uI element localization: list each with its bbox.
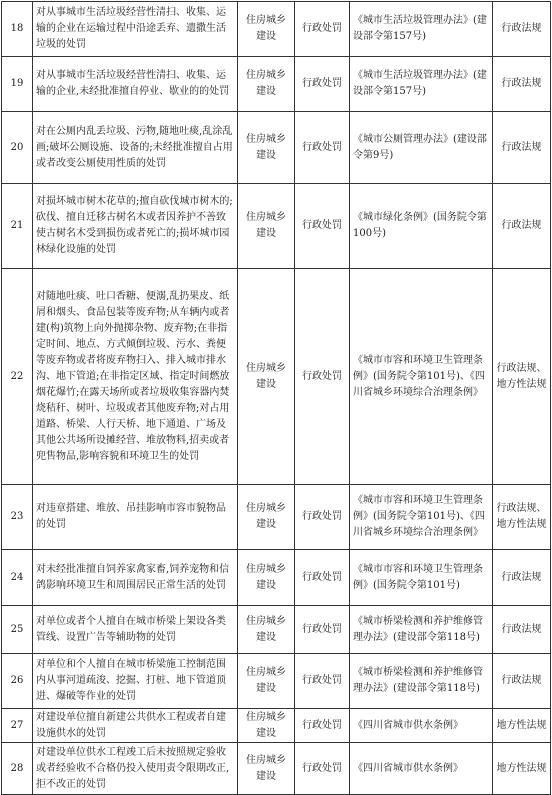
legal-basis: 《城市市容和环境卫生管理条例》(国务院令第101号) bbox=[350, 550, 493, 606]
law-category: 行政法规 bbox=[493, 550, 551, 606]
row-number: 20 bbox=[2, 112, 33, 184]
power-type: 行政处罚 bbox=[295, 269, 350, 485]
law-category: 行政法规、地方性法规 bbox=[493, 485, 551, 550]
department: 住房城乡建设 bbox=[238, 112, 295, 184]
table-row bbox=[2, 184, 551, 269]
legal-basis: 《四川省城市供水条例》 bbox=[350, 743, 493, 795]
legal-basis: 《城市桥梁检测和养护维修管理办法》(建设部令第118号) bbox=[350, 606, 493, 654]
table-row bbox=[2, 269, 551, 485]
law-category: 行政法规 bbox=[493, 112, 551, 184]
penalty-description: 对单位或者个人擅自在城市桥梁上架设各类管线、设置广告等辅助物的处罚 bbox=[33, 606, 238, 654]
penalty-description: 对未经批准擅自饲养家禽家畜,饲养宠物和信鸽影响环境卫生和周围居民正常生活的处罚 bbox=[33, 550, 238, 606]
law-category: 行政法规 bbox=[493, 654, 551, 709]
penalty-description: 对在公厕内乱丢垃圾、污物,随地吐痰,乱涂乱画;破坏公厕设施、设备的;未经批准擅自占用或者改变公厕使用性质的处罚 bbox=[33, 112, 238, 184]
row-number: 28 bbox=[2, 743, 33, 795]
penalty-description: 对建设单位供水工程竣工后未按照规定验收或者经验收不合格仍投入使用责令限期改正,拒不改正的处罚 bbox=[33, 743, 238, 795]
legal-basis: 《城市生活垃圾管理办法》(建设部令第157号) bbox=[350, 57, 493, 112]
law-category: 地方性法规 bbox=[493, 709, 551, 743]
legal-basis: 《城市桥梁检测和养护维修管理办法》(建设部令第118号) bbox=[350, 654, 493, 709]
row-number: 25 bbox=[2, 606, 33, 654]
table-row bbox=[2, 550, 551, 606]
legal-basis: 《城市市容和环境卫生管理条例》(国务院令第101号)、《四川省城乡环境综合治理条例》 bbox=[350, 485, 493, 550]
department: 住房城乡建设 bbox=[238, 709, 295, 743]
department: 住房城乡建设 bbox=[238, 743, 295, 795]
department: 住房城乡建设 bbox=[238, 57, 295, 112]
law-category: 地方性法规 bbox=[493, 743, 551, 795]
row-number: 26 bbox=[2, 654, 33, 709]
power-type: 行政处罚 bbox=[295, 112, 350, 184]
power-type: 行政处罚 bbox=[295, 709, 350, 743]
law-category: 行政法规 bbox=[493, 2, 551, 57]
table-row bbox=[2, 57, 551, 112]
law-category: 行政法规 bbox=[493, 606, 551, 654]
power-type: 行政处罚 bbox=[295, 2, 350, 57]
department: 住房城乡建设 bbox=[238, 606, 295, 654]
law-category: 行政法规、地方性法规 bbox=[493, 269, 551, 485]
penalty-table bbox=[1, 1, 551, 795]
power-type: 行政处罚 bbox=[295, 654, 350, 709]
table-row bbox=[2, 654, 551, 709]
penalty-description: 对单位和个人擅自在城市桥梁施工控制范围内从事河道疏浚、挖掘、打桩、地下管道顶进、爆破等作业的处罚 bbox=[33, 654, 238, 709]
table-row bbox=[2, 485, 551, 550]
legal-basis: 《城市公厕管理办法》(建设部令第9号) bbox=[350, 112, 493, 184]
row-number: 27 bbox=[2, 709, 33, 743]
penalty-description: 对违章搭建、堆放、吊挂影响市容市貌物品的处罚 bbox=[33, 485, 238, 550]
power-type: 行政处罚 bbox=[295, 606, 350, 654]
row-number: 24 bbox=[2, 550, 33, 606]
penalty-description: 对随地吐痰、吐口香糖、便溺,乱扔果皮、纸屑和烟头、食品包装等废弃物;从车辆内或者建(构)筑物上向外抛掷杂物、废弃物;在非指定时间、地点、方式倾倒垃圾、污水、粪便等废弃物或者将废弃物扫入、排入城市排水沟、地下管道;在非指定区域、指定时间燃放烟花爆竹;在露天场所或者垃圾收集容器内焚烧秸秆、树叶、垃圾或者其他废弃物;对占用道路、桥梁、人行天桥、地下通道、广场及其他公共场所设摊经营、堆放物料,招卖或者兜售物品,影响容貌和环境卫生的处罚 bbox=[33, 269, 238, 485]
penalty-description: 对损坏城市树木花草的;擅自砍伐城市树木的;砍伐、擅自迁移古树名木或者因养护不善致使古树名木受到损伤或者死亡的;损坏城市园林绿化设施的处罚 bbox=[33, 184, 238, 269]
penalty-description: 对从事城市生活垃圾经营性清扫、收集、运输的企业在运输过程中沿途丢弃、遗撒生活垃圾的处罚 bbox=[33, 2, 238, 57]
department: 住房城乡建设 bbox=[238, 184, 295, 269]
penalty-description: 对建设单位擅自新建公共供水工程或者自建设施供水的处罚 bbox=[33, 709, 238, 743]
legal-basis: 《城市绿化条例》(国务院令第100号) bbox=[350, 184, 493, 269]
regulation-table-container bbox=[1, 1, 551, 795]
power-type: 行政处罚 bbox=[295, 184, 350, 269]
department: 住房城乡建设 bbox=[238, 485, 295, 550]
row-number: 23 bbox=[2, 485, 33, 550]
row-number: 22 bbox=[2, 269, 33, 485]
table-row bbox=[2, 2, 551, 57]
power-type: 行政处罚 bbox=[295, 57, 350, 112]
law-category: 行政法规 bbox=[493, 57, 551, 112]
row-number: 19 bbox=[2, 57, 33, 112]
row-number: 18 bbox=[2, 2, 33, 57]
department: 住房城乡建设 bbox=[238, 654, 295, 709]
law-category: 行政法规 bbox=[493, 184, 551, 269]
department: 住房城乡建设 bbox=[238, 2, 295, 57]
table-row bbox=[2, 709, 551, 743]
penalty-description: 对从事城市生活垃圾经营性清扫、收集、运输的企业,未经批准擅自停业、歇业的的处罚 bbox=[33, 57, 238, 112]
legal-basis: 《城市生活垃圾管理办法》(建设部令第157号) bbox=[350, 2, 493, 57]
department: 住房城乡建设 bbox=[238, 269, 295, 485]
row-number: 21 bbox=[2, 184, 33, 269]
table-row bbox=[2, 743, 551, 795]
power-type: 行政处罚 bbox=[295, 485, 350, 550]
department: 住房城乡建设 bbox=[238, 550, 295, 606]
table-row bbox=[2, 112, 551, 184]
legal-basis: 《四川省城市供水条例》 bbox=[350, 709, 493, 743]
table-body bbox=[2, 2, 551, 795]
power-type: 行政处罚 bbox=[295, 743, 350, 795]
power-type: 行政处罚 bbox=[295, 550, 350, 606]
legal-basis: 《城市市容和环境卫生管理条例》(国务院令第101号)、《四川省城乡环境综合治理条例》 bbox=[350, 269, 493, 485]
table-row bbox=[2, 606, 551, 654]
